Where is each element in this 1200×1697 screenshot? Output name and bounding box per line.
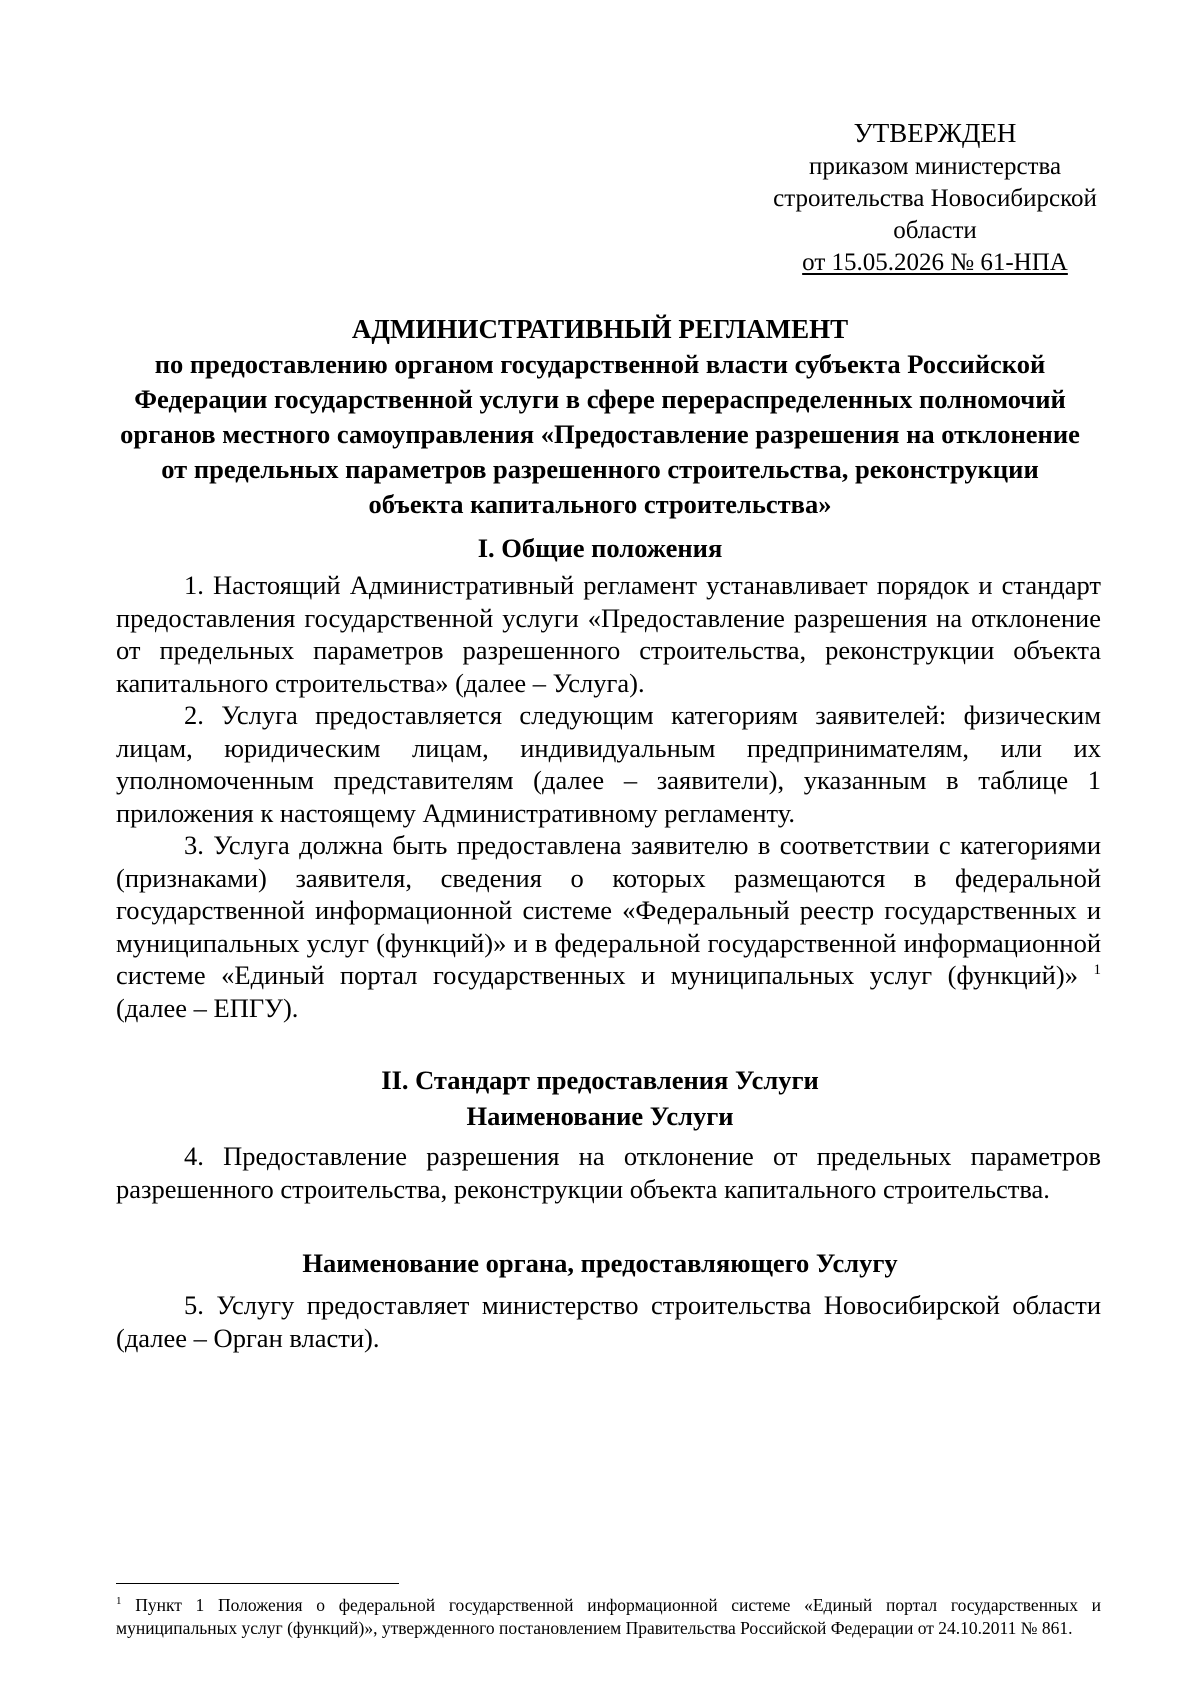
footnote — [116, 1594, 1101, 1640]
paragraph-5-text: Услугу предоставляет министерство строительства Новосибирской области (далее – Орган власти). — [116, 1290, 1101, 1353]
footnote-marker: 1 — [116, 1595, 122, 1608]
section-1-heading: I. Общие положения — [477, 533, 723, 563]
paragraph-2 — [116, 699, 1101, 829]
section-2-heading: II. Стандарт предоставления Услуги — [381, 1065, 819, 1095]
paragraph-3-text: Услуга должна быть предоставлена заявителю в соответствии с категориями (признаками) заявителя, сведения о которых размещаются в федеральной государственной информационной системе «Федеральный реестр государственных и муниципальных услуг (функций)» и в федеральной государственной информационной системе «Единый портал государственных и муниципальных услуг (функций)» — [116, 830, 1102, 990]
paragraph-1 — [116, 569, 1101, 699]
paragraph-4-number: 4. — [184, 1141, 204, 1171]
footnote-text: Пункт 1 Положения о федеральной государственной информационной системе «Единый портал государственных и муниципальных услуг (функций)», утвержденного постановлением Правительства Российской Федерации от 24.10.2011 № 861. — [116, 1595, 1101, 1638]
approval-line-2: строительства Новосибирской — [773, 185, 1097, 212]
paragraph-2-number: 2. — [184, 700, 204, 730]
paragraph-3 — [116, 829, 1101, 1024]
section-2-subheading: Наименование Услуги — [466, 1101, 734, 1131]
approval-block — [720, 116, 1150, 279]
approval-date: от 15.05.2026 № 61-НПА — [802, 249, 1068, 276]
paragraph-1-text: Настоящий Административный регламент устанавливает порядок и стандарт предоставления государственной услуги «Предоставление разрешения на отклонение от предельных параметров разрешенного строительства, реконструкции объекта капитального строительства» (далее – Услуга). — [116, 570, 1101, 698]
paragraph-5-number: 5. — [184, 1290, 204, 1320]
document-title — [100, 312, 1100, 522]
paragraph-4-text: Предоставление разрешения на отклонение от предельных параметров разрешенного строительства, реконструкции объекта капитального строительства. — [116, 1141, 1101, 1204]
document-title-main: АДМИНИСТРАТИВНЫЙ РЕГЛАМЕНТ — [351, 314, 849, 344]
document-title-line-5: объекта капитального строительства» — [368, 489, 832, 519]
section-2-subheading-2: Наименование органа, предоставляющего Услугу — [302, 1248, 898, 1278]
document-title-line-4: от предельных параметров разрешенного строительства, реконструкции — [161, 454, 1039, 484]
footnote-separator — [116, 1583, 399, 1584]
approval-title: УТВЕРЖДЕН — [853, 118, 1017, 148]
footnote-reference[interactable]: 1 — [1093, 962, 1102, 979]
document-title-line-3: органов местного самоуправления «Предоставление разрешения на отклонение — [120, 419, 1080, 449]
document-title-line-1: по предоставлению органом государственной власти субъекта Российской — [154, 349, 1046, 379]
approval-line-3: области — [893, 217, 977, 244]
paragraph-3-tail: (далее – ЕПГУ). — [116, 992, 299, 1023]
paragraph-3-number: 3. — [184, 830, 204, 860]
approval-line-1: приказом министерства — [808, 153, 1062, 180]
paragraph-1-number: 1. — [184, 570, 204, 600]
paragraph-5 — [116, 1289, 1101, 1354]
paragraph-2-text: Услуга предоставляется следующим категориям заявителей: физическим лицам, юридическим лицам, индивидуальным предпринимателям, или их уполномоченным представителям (далее – заявители), указанным в таблице 1 приложения к настоящему Административному регламенту. — [116, 700, 1101, 828]
paragraph-4 — [116, 1140, 1101, 1205]
document-title-line-2: Федерации государственной услуги в сфере перераспределенных полномочий — [134, 384, 1066, 414]
